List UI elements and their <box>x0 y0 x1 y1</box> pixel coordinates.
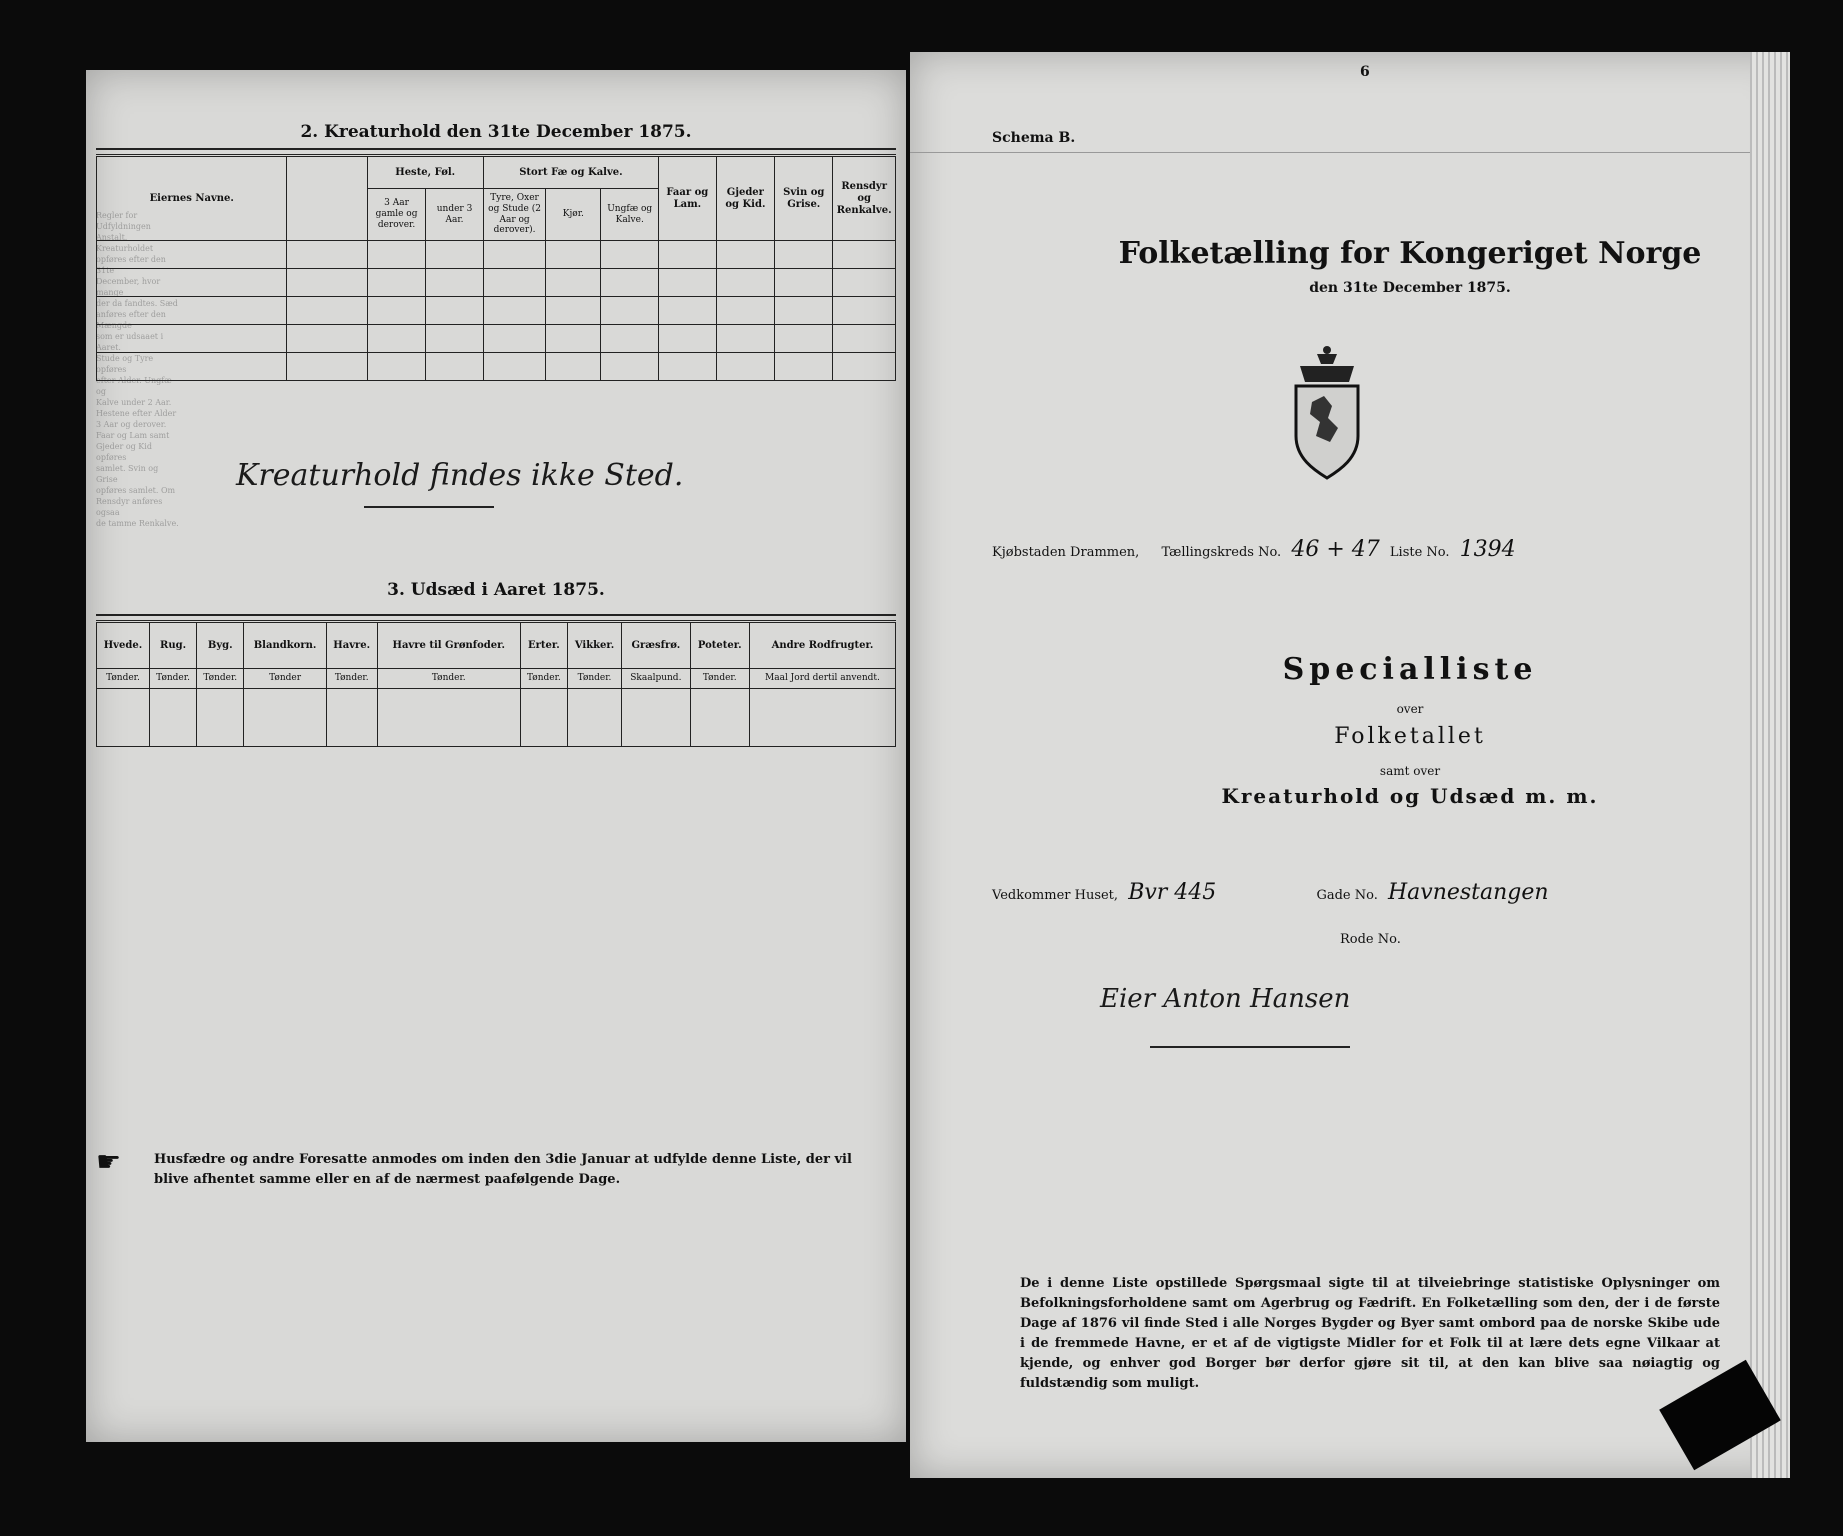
top-rule <box>96 148 896 155</box>
title-date: den 31te December 1875. <box>1309 280 1511 296</box>
seed-unit: Tønder. <box>520 669 567 689</box>
left-page <box>86 70 906 1442</box>
seed-table <box>96 622 896 747</box>
list-label: Liste No. <box>1389 545 1450 560</box>
seed-header: Blandkorn. <box>244 623 326 669</box>
house-row <box>992 880 1555 905</box>
livestock-table <box>96 156 896 381</box>
section3-title: 3. Udsæd i Aaret 1875. <box>387 580 605 600</box>
house-label: Vedkommer Huset, <box>992 888 1119 903</box>
header-horses: Heste, Føl. <box>367 157 483 189</box>
seed-unit: Tønder. <box>690 669 749 689</box>
house-value: Bvr 445 <box>1128 880 1217 905</box>
header-owner: Eiernes Navne. <box>97 157 287 241</box>
seed-header: Hvede. <box>97 623 150 669</box>
header-sheep: Faar og Lam. <box>659 157 716 241</box>
seed-cell <box>690 689 749 747</box>
seed-cell <box>326 689 377 747</box>
header-instructions <box>287 157 367 241</box>
seed-unit: Tønder. <box>97 669 150 689</box>
seed-cell <box>622 689 690 747</box>
seed-cell <box>520 689 567 747</box>
section2-title: 2. Kreaturhold den 31te December 1875. <box>300 122 692 142</box>
header-goats: Gjeder og Kid. <box>716 157 775 241</box>
seed-header: Havre til Grønfoder. <box>377 623 520 669</box>
seed-header: Andre Rodfrugter. <box>749 623 895 669</box>
handwritten-note: Kreaturhold findes ikke Sted. <box>236 458 684 493</box>
seed-cell <box>97 689 150 747</box>
schema-label: Schema B. <box>992 130 1076 146</box>
table-row <box>97 353 896 381</box>
seed-unit: Tønder. <box>377 669 520 689</box>
header-cows: Kjør. <box>546 189 601 241</box>
seed-cell <box>197 689 244 747</box>
rode-label: Rode No. <box>1340 932 1401 947</box>
explanation-paragraph: De i denne Liste opstillede Spørgsmaal sigte til at tilveiebringe statistiske Oplysninger om Befolkningsforholdene samt om Agerbrug og Fædrift. En Folketælling som den, der i de første Dage af 1876 vil finde Sted i alle Norges Bygder og Byer samt ombord paa de norske Skibe ude i de fremmede Havne, er et af de vigtigste Midler for et Folk til at lære dets egne Vilkaar at kjende, og enhver god Borger bør derfor gjøre sit til, at den kan blive saa nøiagtig og fuldstændig som muligt. <box>1020 1276 1720 1391</box>
seed-header: Erter. <box>520 623 567 669</box>
page-number: 6 <box>1360 64 1370 80</box>
table-row <box>97 297 896 325</box>
pointing-hand-icon: ☛ <box>96 1145 122 1178</box>
city-district-row <box>992 537 1522 562</box>
seed-header: Poteter. <box>690 623 749 669</box>
list-value: 1394 <box>1459 537 1516 562</box>
over-label: over <box>1396 702 1424 716</box>
samt-over-label: samt over <box>1379 764 1441 778</box>
seed-header: Rug. <box>149 623 196 669</box>
header-reindeer: Rensdyr og Renkalve. <box>833 157 896 241</box>
faded-margin-text: Regler for Udfyldningen Anstalt. Kreaturholdet opføres efter den 31te December, hvor mange der da fandtes. Sæd anføres efter den Mængde som er udsaaet i Aaret. Stude og Tyre opføres efter Alder. Ungfæ og Kalve under 2 Aar. Hestene efter Alder 3 Aar og derover. Faar og Lam samt Gjeder og Kid opføres samlet. Svin og Grise opføres samlet. Om Rensdyr anføres ogsaa de tamme Renkalve. <box>96 211 179 528</box>
street-value: Havnestangen <box>1387 880 1549 905</box>
coat-of-arms-icon <box>1282 342 1372 482</box>
header-horses-young: under 3 Aar. <box>426 189 483 241</box>
table-row <box>97 241 896 269</box>
seed-unit: Maal Jord dertil anvendt. <box>749 669 895 689</box>
seed-unit: Tønder <box>244 669 326 689</box>
street-label: Gade No. <box>1316 888 1378 903</box>
kreaturhold-title: Kreaturhold og Udsæd m. m. <box>1221 784 1599 808</box>
seed-header: Vikker. <box>567 623 621 669</box>
right-page <box>910 52 1790 1478</box>
header-bulls: Tyre, Oxer og Stude (2 Aar og derover). <box>483 189 546 241</box>
seed-header: Græsfrø. <box>622 623 690 669</box>
main-title: Folketælling for Kongeriget Norge <box>1118 236 1702 271</box>
table-row <box>97 325 896 353</box>
special-title: Specialliste <box>1282 652 1538 687</box>
owner-value: Eier Anton Hansen <box>1100 984 1351 1014</box>
faded-header-rule <box>910 152 1750 153</box>
seed-header: Havre. <box>326 623 377 669</box>
folketallet: Folketallet <box>1334 724 1486 749</box>
header-calves: Ungfæ og Kalve. <box>601 189 659 241</box>
note-underline <box>364 506 494 508</box>
seed-header: Byg. <box>197 623 244 669</box>
seed-unit: Tønder. <box>197 669 244 689</box>
seed-unit: Tønder. <box>149 669 196 689</box>
notice-text: Husfædre og andre Foresatte anmodes om inden den 3die Januar at udfylde denne Liste, der vil blive afhentet samme eller en af de nærmest paafølgende Dage. <box>154 1152 852 1187</box>
seed-unit: Skaalpund. <box>622 669 690 689</box>
signature-rule <box>1150 1046 1350 1048</box>
seed-unit: Tønder. <box>567 669 621 689</box>
table-row <box>97 269 896 297</box>
header-cattle: Stort Fæ og Kalve. <box>483 157 658 189</box>
seed-unit: Tønder. <box>326 669 377 689</box>
seed-cell <box>149 689 196 747</box>
seed-top-rule <box>96 614 896 621</box>
district-label: Tællingskreds No. <box>1161 545 1282 560</box>
header-pigs: Svin og Grise. <box>775 157 833 241</box>
district-value: 46 + 47 <box>1291 537 1380 562</box>
seed-cell <box>749 689 895 747</box>
seed-cell <box>244 689 326 747</box>
seed-cell <box>377 689 520 747</box>
city-label: Kjøbstaden Drammen, <box>992 545 1140 560</box>
header-horses-old: 3 Aar gamle og derover. <box>367 189 426 241</box>
seed-cell <box>567 689 621 747</box>
